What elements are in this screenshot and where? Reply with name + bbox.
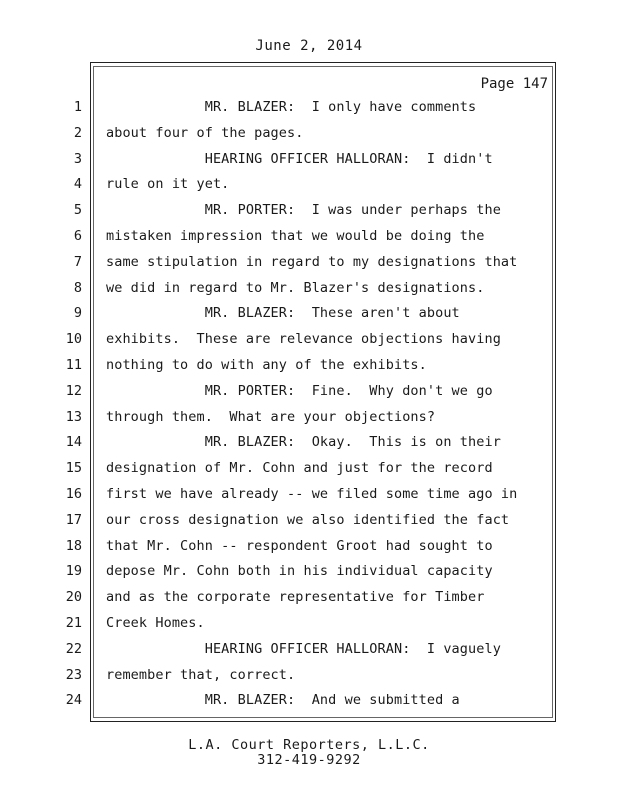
reporter-company: L.A. Court Reporters, L.L.C. [188,737,430,753]
transcript-line: first we have already -- we filed some time ago in [106,486,518,502]
transcript-line: Creek Homes. [106,615,205,631]
line-number: 19 [65,563,82,580]
transcript-line: about four of the pages. [106,124,304,141]
line-number: 3 [73,150,82,167]
transcript-line: nothing to do with any of the exhibits. [106,357,427,373]
line-number: 7 [73,253,82,270]
line-number: 8 [73,279,82,296]
line-number: 22 [65,640,82,657]
line-number: 17 [65,511,82,528]
line-number: 4 [73,176,82,193]
line-number: 14 [65,434,82,451]
line-number: 24 [65,692,82,709]
line-number: 13 [65,408,82,425]
transcript-line: rule on it yet. [106,176,230,193]
page-number: Page 147 [480,76,548,92]
line-number: 5 [73,202,82,219]
transcript-line: exhibits. These are relevance objections having [106,331,501,348]
line-number: 10 [65,331,82,348]
transcript-line: designation of Mr. Cohn and just for the record [106,460,493,477]
line-number: 1 [73,99,82,115]
transcript-line: that Mr. Cohn -- respondent Groot had sought to [106,537,493,554]
transcript-line: MR. BLAZER: These aren't about [106,305,460,322]
line-number: 23 [65,666,82,683]
transcript-line: same stipulation in regard to my designations that [106,253,518,270]
transcript-line: we did in regard to Mr. Blazer's designations. [106,279,485,296]
transcript-line: our cross designation we also identified the fact [106,511,510,528]
transcript-line: MR. BLAZER: And we submitted a [106,692,460,709]
transcript-line: MR. BLAZER: I only have comments [106,99,477,115]
line-number: 6 [73,228,82,244]
line-number: 2 [73,124,82,141]
transcript-line: depose Mr. Cohn both in his individual capacity [106,563,493,580]
transcript-line: remember that, correct. [106,666,296,683]
line-number: 15 [65,460,82,477]
line-number: 20 [65,589,82,606]
transcript-line: HEARING OFFICER HALLORAN: I vaguely [106,640,501,657]
line-number: 21 [65,615,82,631]
reporter-phone: 312-419-9292 [257,752,361,768]
transcript-line: MR. PORTER: Fine. Why don't we go [106,382,493,399]
line-number: 9 [73,305,82,322]
line-number: 12 [65,382,82,399]
transcript-line: MR. PORTER: I was under perhaps the [106,202,501,219]
transcript-line: HEARING OFFICER HALLORAN: I didn't [106,150,493,167]
line-number: 16 [65,486,82,502]
transcript-line: mistaken impression that we would be doing the [106,228,485,244]
transcript-line: MR. BLAZER: Okay. This is on their [106,434,501,451]
transcript-line: and as the corporate representative for Timber [106,589,485,606]
line-number: 18 [65,537,82,554]
line-number: 11 [65,357,82,373]
transcript-date: June 2, 2014 [255,38,363,54]
transcript-line: through them. What are your objections? [106,408,436,425]
